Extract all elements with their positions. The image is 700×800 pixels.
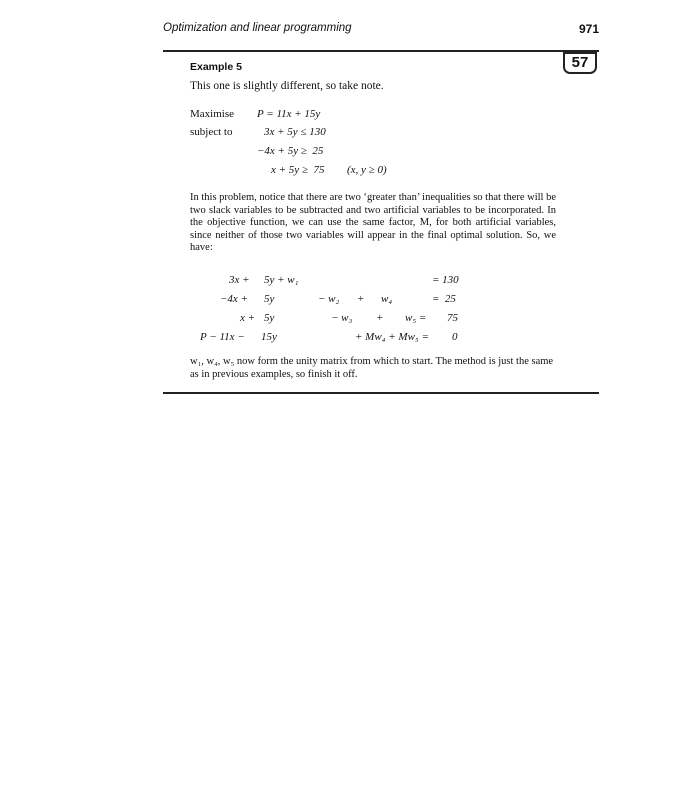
equation-row (0, 312, 700, 326)
eq-term: w₅ = (405, 312, 427, 324)
eq-term: w₄ (381, 293, 393, 305)
eq-rhs: = 25 (432, 293, 456, 305)
page-number: 971 (578, 22, 599, 36)
equation-row (0, 331, 700, 345)
eq-rhs: = 130 (432, 274, 459, 286)
bottom-rule (163, 392, 599, 394)
frame-number-badge: 57 (563, 52, 597, 74)
eq-term: 3x + (229, 274, 250, 286)
explanation-paragraph: In this problem, notice that there are two ‘greater than’ inequalities so that there will be two slack variables to be subtracted and two artificial variables to be incorporated. In the objective function, we can use the same factor, M, for both artificial variables, since neither of those two variables will appear in the final optimal solution. So, we have: (190, 192, 557, 254)
eq-term: x + (240, 312, 256, 324)
eq-term: − w₂ (318, 293, 340, 305)
constraint-2: −4x + 5y ≥ 25 (257, 145, 324, 157)
eq-term: 5y + w₁ (264, 274, 299, 286)
eq-term: 15y (261, 331, 277, 343)
eq-term: + Mw₄ + Mw₅ = (355, 331, 429, 343)
eq-term: + (376, 312, 384, 324)
example-title: Example 5 (190, 61, 242, 73)
eq-term: P − 11x − (200, 331, 245, 343)
equation-row (0, 274, 700, 288)
closing-paragraph: w₁, w₄, w₅ now form the unity matrix from which to start. The method is just the same as in previous examples, so finish it off. (190, 356, 554, 380)
equation-row (0, 293, 700, 307)
constraint-1: 3x + 5y ≤ 130 (264, 126, 326, 138)
constraint-3: x + 5y ≥ 75 (271, 164, 325, 176)
chapter-title: Optimization and linear programming (163, 22, 352, 34)
eq-term: −4x + (220, 293, 248, 305)
eq-term: 5y (264, 312, 275, 324)
maximise-label: Maximise (190, 108, 234, 120)
eq-term: 5y (264, 293, 275, 305)
eq-rhs: 75 (447, 312, 458, 324)
running-head (163, 22, 599, 42)
eq-term: − w₃ (331, 312, 353, 324)
example-intro: This one is slightly different, so take note. (190, 80, 384, 92)
objective-function: P = 11x + 15y (257, 108, 321, 120)
top-rule (163, 50, 599, 52)
eq-rhs: 0 (452, 331, 458, 343)
subject-to-label: subject to (190, 126, 233, 138)
nonnegativity-condition: (x, y ≥ 0) (347, 164, 387, 176)
eq-term: + (357, 293, 365, 305)
